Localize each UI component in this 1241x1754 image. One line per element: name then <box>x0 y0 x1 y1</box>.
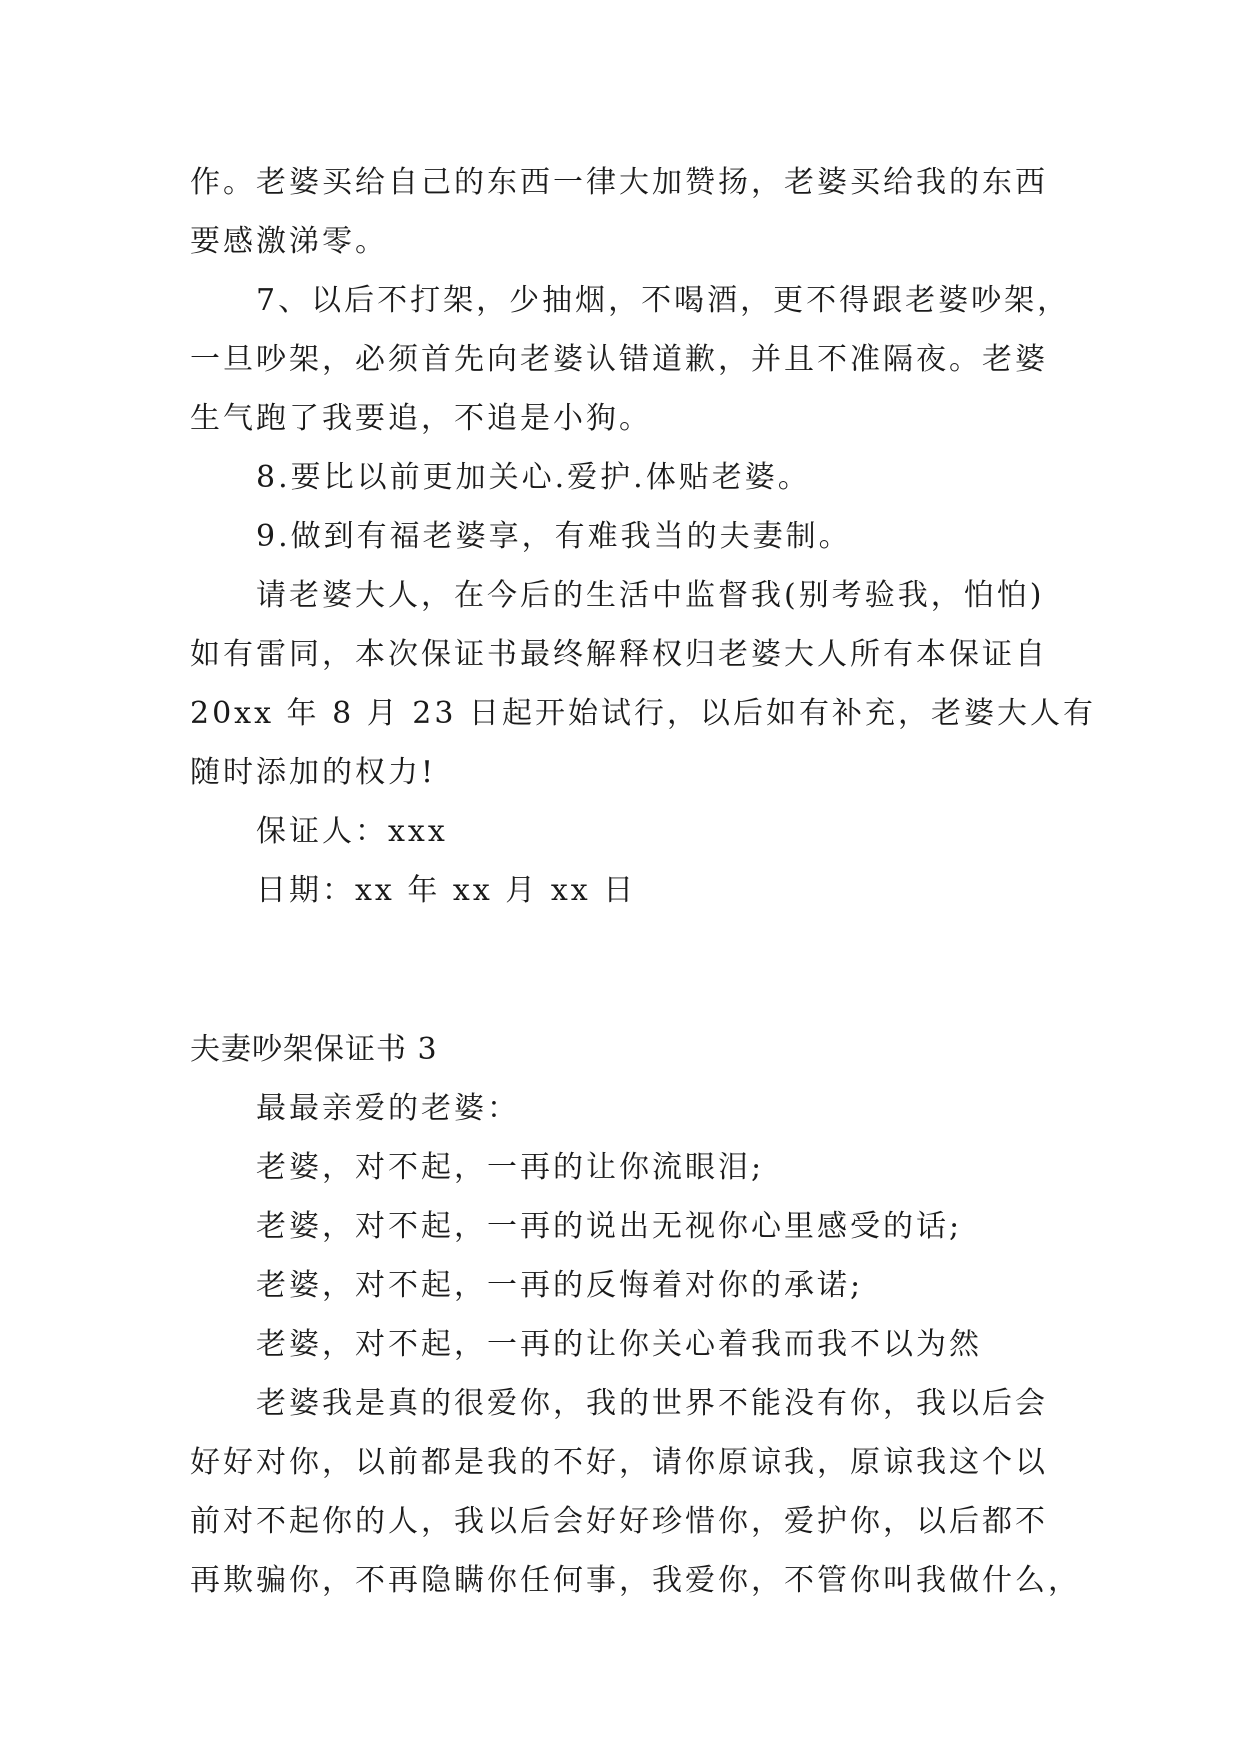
paragraph-line: 20xx 年 8 月 23 日起开始试行，以后如有补充，老婆大人有 <box>190 696 1096 731</box>
paragraph-line: 老婆我是真的很爱你，我的世界不能没有你，我以后会 <box>256 1386 1048 1421</box>
paragraph-line: 随时添加的权力! <box>190 755 437 790</box>
paragraph-line: 要感激涕零。 <box>190 224 388 259</box>
paragraph-line: 老婆，对不起，一再的让你流眼泪; <box>256 1150 765 1185</box>
paragraph-line: 前对不起你的人，我以后会好好珍惜你，爱护你，以后都不 <box>190 1504 1048 1539</box>
paragraph-line: 7、以后不打架，少抽烟，不喝酒，更不得跟老婆吵架， <box>256 283 1071 318</box>
paragraph-line: 好好对你，以前都是我的不好，请你原谅我，原谅我这个以 <box>190 1445 1048 1480</box>
paragraph-line: 一旦吵架，必须首先向老婆认错道歉，并且不准隔夜。老婆 <box>190 342 1048 377</box>
salutation-line: 最最亲爱的老婆： <box>256 1091 520 1126</box>
section-title: 夫妻吵架保证书 3 <box>190 1032 438 1067</box>
paragraph-line: 生气跑了我要追，不追是小狗。 <box>190 401 652 436</box>
paragraph-line: 老婆，对不起，一再的反悔着对你的承诺; <box>256 1268 864 1303</box>
guarantor-line: 保证人：xxx <box>256 814 448 849</box>
paragraph-line: 老婆，对不起，一再的让你关心着我而我不以为然 <box>256 1327 982 1362</box>
date-line: 日期：xx 年 xx 月 xx 日 <box>256 873 637 908</box>
paragraph-line: 再欺骗你，不再隐瞒你任何事，我爱你，不管你叫我做什么， <box>190 1563 1081 1598</box>
paragraph-line: 8.要比以前更加关心.爱护.体贴老婆。 <box>256 460 811 495</box>
paragraph-line: 作。老婆买给自己的东西一律大加赞扬，老婆买给我的东西 <box>190 165 1048 200</box>
paragraph-line: 如有雷同，本次保证书最终解释权归老婆大人所有本保证自 <box>190 637 1048 672</box>
paragraph-line: 9.做到有福老婆享，有难我当的夫妻制。 <box>256 519 852 554</box>
document-body <box>190 161 1096 1618</box>
paragraph-line: 请老婆大人，在今后的生活中监督我(别考验我，怕怕) <box>256 578 1045 613</box>
section-spacer <box>190 928 1070 1028</box>
paragraph-line: 老婆，对不起，一再的说出无视你心里感受的话; <box>256 1209 963 1244</box>
